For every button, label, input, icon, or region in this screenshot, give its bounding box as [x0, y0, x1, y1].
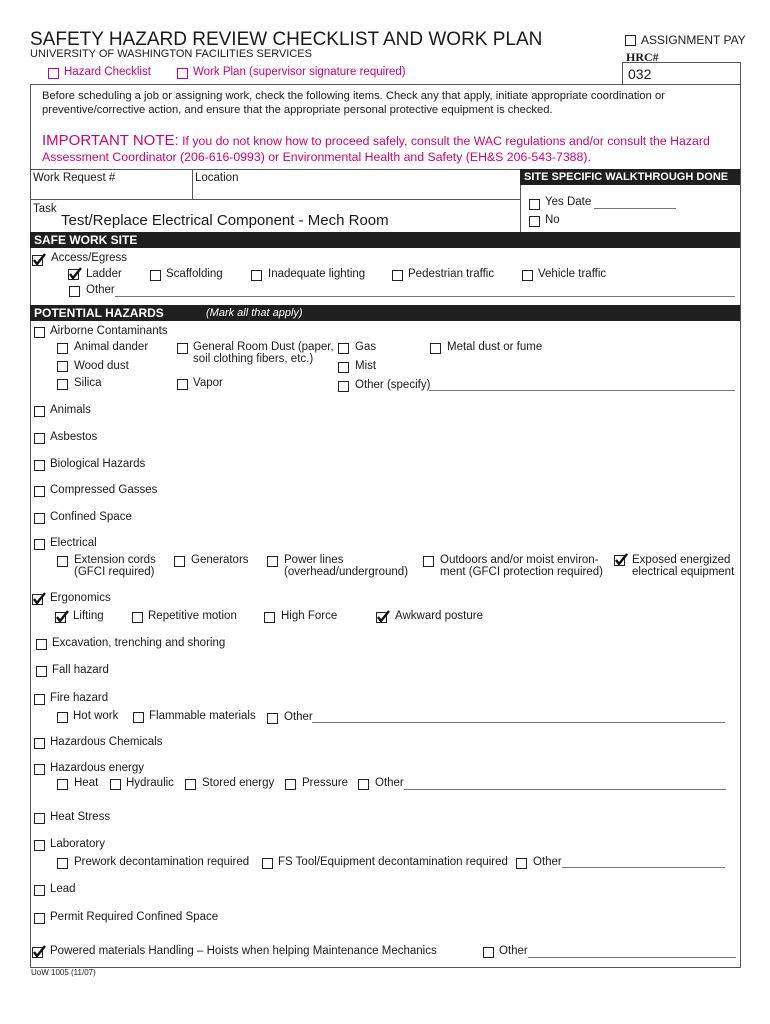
inadequate-lighting-checkbox[interactable]	[251, 270, 262, 281]
gas-checkbox[interactable]	[338, 343, 349, 354]
powered-other-label: Other	[499, 945, 528, 957]
intro-line-2: preventive/corrective action, and ensure that the appropriate personal protective equipment is checked.	[42, 104, 553, 116]
ergonomics-label: Ergonomics	[50, 592, 111, 604]
metal-dust-label: Metal dust or fume	[447, 341, 543, 353]
biological-checkbox[interactable]	[34, 460, 45, 471]
important-note-line-1	[42, 132, 710, 149]
hazard-checklist-checkbox[interactable]	[48, 68, 59, 79]
access-egress-label: Access/Egress	[51, 252, 128, 264]
flammable-materials-label: Flammable materials	[149, 710, 256, 722]
pressure-label: Pressure	[302, 777, 349, 789]
wood-dust-checkbox[interactable]	[57, 361, 68, 372]
walkthrough-label: SITE SPECIFIC WALKTHROUGH DONE	[524, 171, 729, 183]
other-specify-checkbox[interactable]	[338, 381, 349, 392]
vapor-checkbox[interactable]	[177, 379, 188, 390]
fire-other-checkbox[interactable]	[267, 713, 278, 724]
electrical-label: Electrical	[50, 537, 97, 549]
asbestos-checkbox[interactable]	[34, 433, 45, 444]
power-lines-label-2: (overhead/underground)	[284, 566, 409, 578]
stored-energy-label: Stored energy	[202, 777, 275, 789]
animal-dander-checkbox[interactable]	[57, 343, 68, 354]
high-force-label: High Force	[281, 610, 338, 622]
lab-other-line[interactable]	[562, 867, 725, 868]
lead-checkbox[interactable]	[34, 885, 45, 896]
location-label: Location	[195, 172, 239, 184]
compressed-gasses-label: Compressed Gasses	[50, 484, 158, 496]
work-request-label: Work Request #	[33, 172, 116, 184]
outdoors-label-1: Outdoors and/or moist environ-	[440, 554, 599, 566]
lifting-checkmark[interactable]	[55, 610, 67, 622]
hot-work-checkbox[interactable]	[57, 712, 68, 723]
pedestrian-traffic-checkbox[interactable]	[392, 270, 403, 281]
extension-cords-label-2: (GFCI required)	[74, 566, 155, 578]
generators-checkbox[interactable]	[174, 556, 185, 567]
hazardous-chemicals-label: Hazardous Chemicals	[50, 736, 163, 748]
page-title: SAFETY HAZARD REVIEW CHECKLIST AND WORK PLAN	[30, 29, 543, 50]
airborne-checkbox[interactable]	[34, 327, 45, 338]
silica-checkbox[interactable]	[57, 379, 68, 390]
other-specify-line[interactable]	[429, 390, 735, 391]
gas-label: Gas	[355, 341, 377, 353]
safe-work-site-heading	[30, 232, 740, 248]
walkthrough-no-checkbox[interactable]	[529, 216, 540, 227]
exposed-energized-label-1: Exposed energized	[632, 554, 731, 566]
other-specify-label: Other (specify)	[355, 379, 431, 391]
confined-space-checkbox[interactable]	[34, 513, 45, 524]
hazardous-chemicals-checkbox[interactable]	[34, 738, 45, 749]
laboratory-checkbox[interactable]	[34, 840, 45, 851]
repetitive-motion-label: Repetitive motion	[148, 610, 237, 622]
metal-dust-checkbox[interactable]	[430, 343, 441, 354]
page-subtitle: UNIVERSITY OF WASHINGTON FACILITIES SERVICES	[30, 48, 312, 60]
ergonomics-checkmark[interactable]	[32, 592, 44, 604]
flammable-materials-checkbox[interactable]	[133, 712, 144, 723]
general-dust-label-2: soil clothing fibers, etc.)	[193, 353, 314, 365]
general-dust-checkbox[interactable]	[177, 343, 188, 354]
extension-cords-label-1: Extension cords	[74, 554, 156, 566]
ladder-checkmark[interactable]	[68, 267, 80, 279]
form-number: UoW 1005 (11/07)	[31, 968, 96, 977]
animals-checkbox[interactable]	[34, 406, 45, 417]
permit-confined-space-checkbox[interactable]	[34, 913, 45, 924]
wood-dust-label: Wood dust	[74, 360, 129, 372]
generators-label: Generators	[191, 554, 249, 566]
hrc-label: HRC#	[626, 50, 659, 64]
access-other-line[interactable]	[115, 296, 735, 297]
powered-other-line[interactable]	[528, 957, 736, 958]
awkward-posture-checkmark[interactable]	[376, 610, 388, 622]
lifting-label: Lifting	[73, 610, 104, 622]
vehicle-traffic-checkbox[interactable]	[522, 270, 533, 281]
fall-hazard-checkbox[interactable]	[36, 666, 47, 677]
power-lines-label-1: Power lines	[284, 554, 344, 566]
asbestos-label: Asbestos	[50, 431, 98, 443]
biological-label: Biological Hazards	[50, 458, 146, 470]
hot-work-label: Hot work	[73, 710, 119, 722]
fs-tool-decon-label: FS Tool/Equipment decontamination required	[278, 856, 508, 868]
vehicle-traffic-label: Vehicle traffic	[538, 268, 607, 280]
fs-tool-decon-checkbox[interactable]	[262, 858, 273, 869]
assignment-pay-label: ASSIGNMENT PAY	[641, 33, 746, 47]
fall-hazard-label: Fall hazard	[52, 664, 109, 676]
potential-hazards-heading	[30, 305, 740, 321]
scaffolding-checkbox[interactable]	[150, 270, 161, 281]
task-label: Task	[33, 203, 57, 215]
lead-label: Lead	[50, 883, 76, 895]
outdoors-label-2: ment (GFCI protection required)	[440, 566, 603, 578]
powered-materials-label: Powered materials Handling – Hoists when helping Maintenance Mechanics	[50, 945, 437, 957]
silica-label: Silica	[74, 377, 102, 389]
safe-work-site-title: SAFE WORK SITE	[34, 233, 138, 247]
important-note-label: IMPORTANT NOTE:	[42, 132, 179, 149]
walkthrough-date-line[interactable]	[594, 208, 676, 209]
energy-other-line[interactable]	[404, 789, 726, 790]
extension-cords-checkbox[interactable]	[57, 556, 68, 567]
scaffolding-label: Scaffolding	[166, 268, 223, 280]
hazard-checklist-label: Hazard Checklist	[64, 66, 151, 78]
mist-checkbox[interactable]	[338, 362, 349, 373]
hazardous-energy-label: Hazardous energy	[50, 762, 144, 774]
hrc-value[interactable]: 032	[628, 66, 652, 82]
permit-confined-space-label: Permit Required Confined Space	[50, 911, 219, 923]
airborne-label: Airborne Contaminants	[50, 325, 168, 337]
intro-line-1: Before scheduling a job or assigning work, check the following items. Check any that apply, initiate appropriate coordination or	[42, 90, 665, 102]
access-other-checkbox[interactable]	[69, 286, 80, 297]
important-note-line-2: Assessment Coordinator (206-616-0993) or Environmental Health and Safety (EH&S 206-543-7388).	[42, 150, 591, 164]
heat-stress-checkbox[interactable]	[34, 813, 45, 824]
excavation-checkbox[interactable]	[36, 639, 47, 650]
work-plan-checkbox[interactable]	[177, 68, 188, 79]
animals-label: Animals	[50, 404, 91, 416]
fire-other-label: Other	[284, 711, 313, 723]
potential-hazards-note: (Mark all that apply)	[206, 307, 303, 319]
compressed-gasses-checkbox[interactable]	[34, 486, 45, 497]
walkthrough-yes-label: Yes Date	[545, 196, 592, 208]
pressure-checkbox[interactable]	[285, 779, 296, 790]
important-note-text: If you do not know how to proceed safely, consult the WAC regulations and/or consult the Hazard	[178, 134, 710, 148]
hydraulic-checkbox[interactable]	[110, 779, 121, 790]
energy-other-checkbox[interactable]	[358, 779, 369, 790]
general-dust-label-1: General Room Dust (paper,	[193, 341, 334, 353]
powered-other-checkbox[interactable]	[483, 947, 494, 958]
work-plan-label: Work Plan (supervisor signature required)	[193, 66, 406, 78]
heat-checkbox[interactable]	[57, 779, 68, 790]
lab-other-checkbox[interactable]	[516, 858, 527, 869]
fire-hazard-checkbox[interactable]	[34, 694, 45, 705]
heat-stress-label: Heat Stress	[50, 811, 111, 823]
exposed-energized-label-2: electrical equipment	[632, 566, 735, 578]
excavation-label: Excavation, trenching and shoring	[52, 637, 226, 649]
mist-label: Mist	[355, 360, 377, 372]
exposed-energized-checkmark[interactable]	[614, 553, 626, 565]
prework-decon-checkbox[interactable]	[57, 858, 68, 869]
inadequate-lighting-label: Inadequate lighting	[268, 268, 366, 280]
task-value[interactable]: Test/Replace Electrical Component - Mech Room	[61, 212, 389, 229]
outdoors-checkbox[interactable]	[423, 556, 434, 567]
lab-other-label: Other	[533, 856, 562, 868]
potential-hazards-title: POTENTIAL HAZARDS	[34, 306, 164, 320]
hazardous-energy-checkbox[interactable]	[34, 764, 45, 775]
stored-energy-checkbox[interactable]	[185, 779, 196, 790]
repetitive-motion-checkbox[interactable]	[132, 612, 143, 623]
ladder-label: Ladder	[86, 268, 122, 280]
animal-dander-label: Animal dander	[74, 341, 149, 353]
power-lines-checkbox[interactable]	[267, 556, 278, 567]
confined-space-label: Confined Space	[50, 511, 132, 523]
powered-materials-checkmark[interactable]	[32, 945, 44, 957]
hydraulic-label: Hydraulic	[126, 777, 174, 789]
access-other-label: Other	[86, 284, 115, 296]
access-egress-checkmark[interactable]	[32, 253, 44, 265]
walkthrough-yes-checkbox[interactable]	[529, 199, 540, 210]
laboratory-label: Laboratory	[50, 838, 105, 850]
walkthrough-no-label: No	[545, 214, 560, 226]
electrical-checkbox[interactable]	[34, 539, 45, 550]
vapor-label: Vapor	[193, 377, 223, 389]
heat-label: Heat	[74, 777, 99, 789]
fire-other-line[interactable]	[312, 722, 725, 723]
assignment-pay-checkbox[interactable]	[625, 35, 636, 46]
fire-hazard-label: Fire hazard	[50, 692, 109, 704]
pedestrian-traffic-label: Pedestrian traffic	[408, 268, 495, 280]
energy-other-label: Other	[375, 777, 404, 789]
prework-decon-label: Prework decontamination required	[74, 856, 250, 868]
awkward-posture-label: Awkward posture	[395, 610, 483, 622]
high-force-checkbox[interactable]	[264, 612, 275, 623]
